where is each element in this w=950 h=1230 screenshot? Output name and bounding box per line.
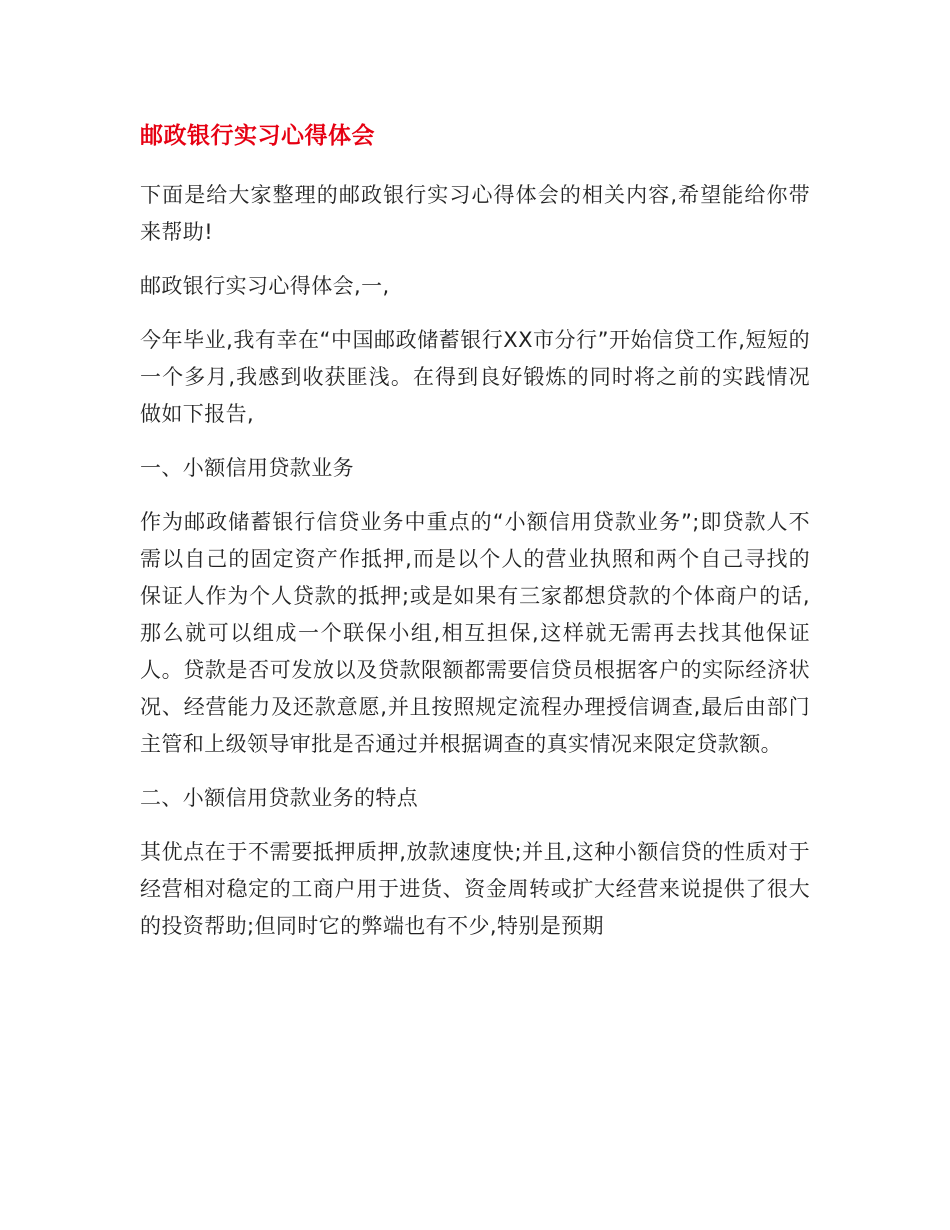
- section-heading-features: 二、小额信用贷款业务的特点: [140, 786, 419, 810]
- body-paragraph-graduation: 今年毕业,我有幸在“中国邮政储蓄银行XX市分行”开始信贷工作,短短的一个多月,我感到收获匪浅。在得到良好锻炼的同时将之前的实践情况做如下报告,: [140, 328, 810, 426]
- intro-paragraph: 下面是给大家整理的邮政银行实习心得体会的相关内容,希望能给你带来帮助!: [140, 183, 810, 244]
- document-page: [140, 118, 810, 962]
- body-paragraph-microcredit: 作为邮政储蓄银行信贷业务中重点的“小额信用贷款业务”;即贷款人不需以自己的固定资产作抵押,而是以个人的营业执照和两个自己寻找的保证人作为个人贷款的抵押;或是如果有三家都想贷款的个体商户的话,那么就可以组成一个联保小组,相互担保,这样就无需再去找其他保证人。贷款是否可发放以及贷款限额都需要信贷员根据客户的实际经济状况、经营能力及还款意愿,并且按照规定流程办理授信调查,最后由部门主管和上级领导审批是否通过并根据调查的真实情况来限定贷款额。: [140, 510, 810, 756]
- section-heading-microcredit: 一、小额信用贷款业务: [140, 456, 354, 480]
- document-title: 邮政银行实习心得体会: [140, 123, 375, 149]
- body-paragraph-features: 其优点在于不需要抵押质押,放款速度快;并且,这种小额信贷的性质对于经营相对稳定的工商户用于进货、资金周转或扩大经营来说提供了很大的投资帮助;但同时它的弊端也有不少,特别是预期: [140, 840, 810, 938]
- section-heading-one: 邮政银行实习心得体会,一,: [140, 274, 390, 298]
